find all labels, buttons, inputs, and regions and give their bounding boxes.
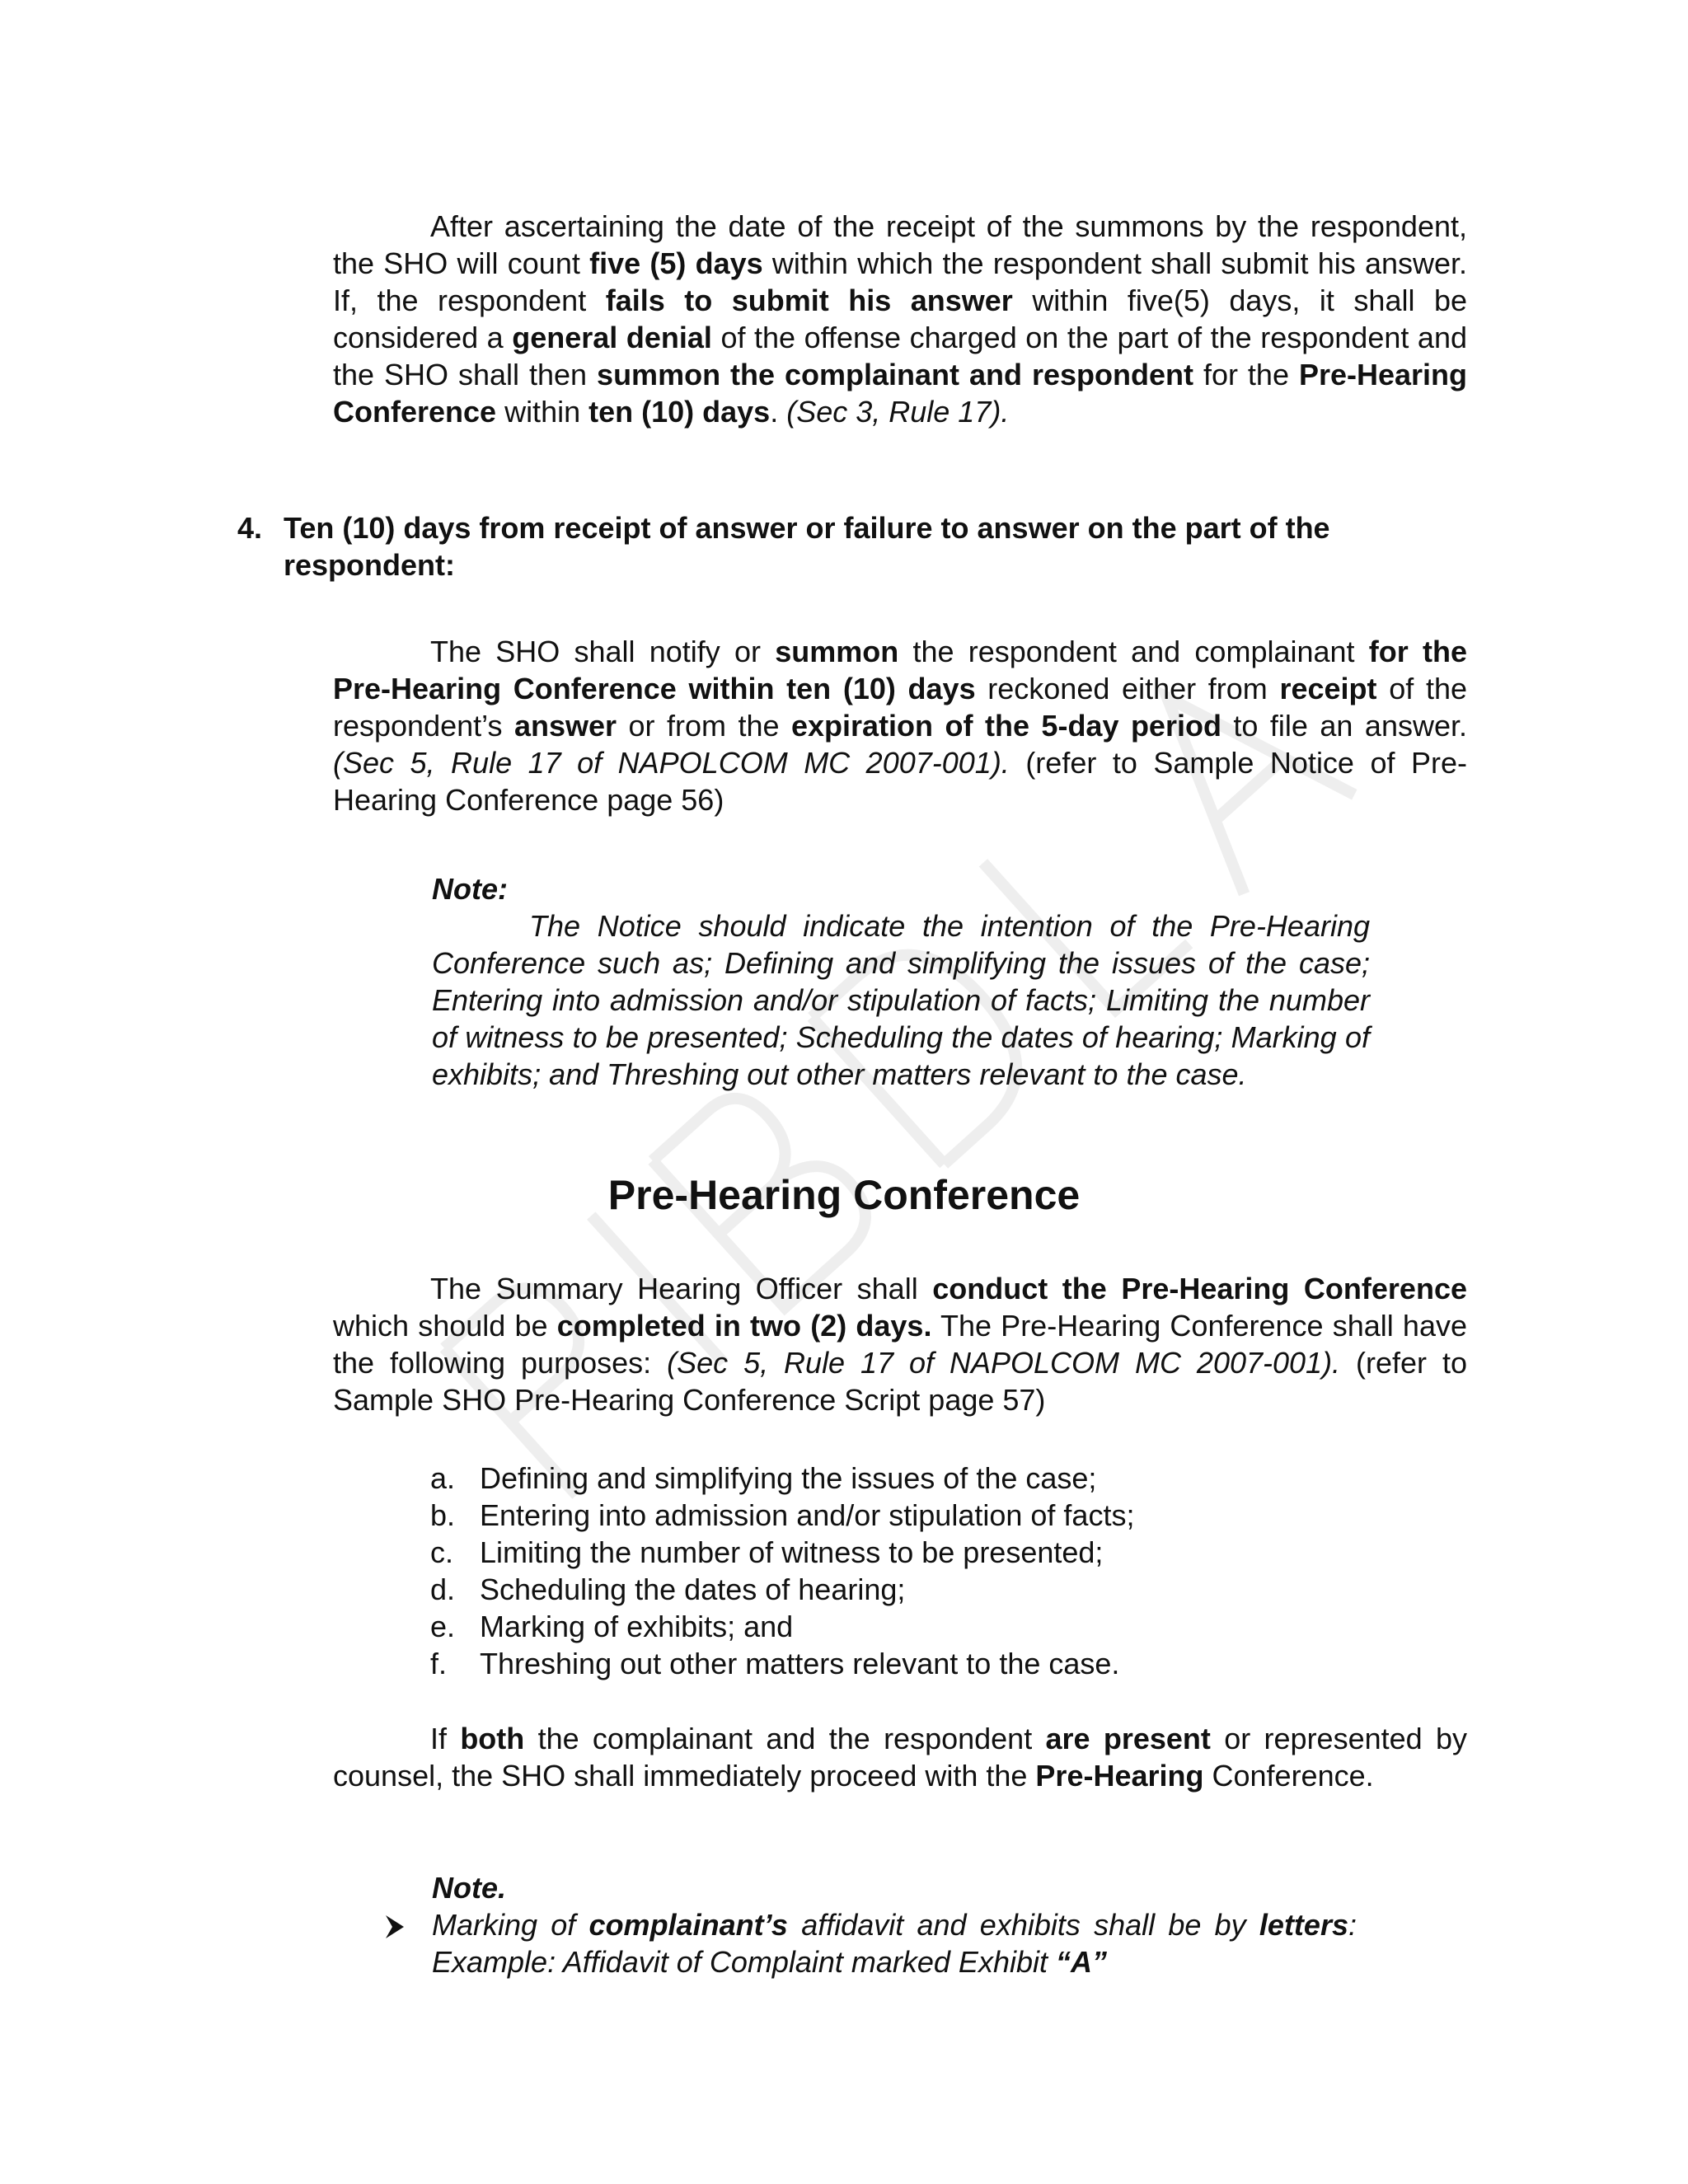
paragraph-conduct-conference — [333, 1270, 1467, 1418]
note-body: The Notice should indicate the intention of the Pre-Hearing Conference such as; Defining and simplifying the issues of the case; Entering into admission and/or stipulation of facts; Limiting the number of witness to be presented; Scheduling the dates of hearing; Marking of exhibits; and Threshing out other matters relevant to the case. — [432, 909, 1370, 1091]
bold-run: summon the complainant and respondent — [597, 358, 1193, 391]
bold-run: for the Pre-Hearing Conference within ten (10) days — [333, 635, 1467, 705]
list-text: Defining and simplifying the issues of the case; — [480, 1461, 1097, 1495]
list-item — [430, 1608, 1134, 1645]
bold-run: general denial — [512, 321, 712, 354]
list-item — [430, 1497, 1134, 1534]
text-run: (refer to Sample SHO Pre-Hearing Conference Script page 57) — [333, 1346, 1468, 1417]
text-run: : Example: Affidavit of Complaint marked Exhibit — [432, 1908, 1357, 1979]
text-run: After ascertaining the date of the receipt of the summons by the respondent, the SHO will count — [333, 209, 1467, 280]
numbered-heading-4 — [237, 509, 1467, 583]
text-run: within — [496, 395, 589, 429]
list-letter: d. — [430, 1572, 456, 1606]
text-run: of the respondent’s — [333, 672, 1467, 743]
bold-run: complainant’s — [588, 1908, 788, 1942]
text-run: which should be — [333, 1309, 557, 1343]
arrow-bullet-text — [432, 1906, 1357, 1980]
text-run: Conference. — [1203, 1759, 1374, 1793]
text-run: for the — [1193, 358, 1299, 391]
list-text: Threshing out other matters relevant to the case. — [480, 1647, 1120, 1680]
bold-run: completed in two (2) days. — [556, 1309, 932, 1343]
text-run: The Pre-Hearing Conference shall have the following purposes: — [333, 1309, 1467, 1380]
bold-run: expiration of the 5-day period — [791, 709, 1221, 743]
arrow-bullet-icon — [384, 1906, 407, 1943]
text-run: within which the respondent shall submit his answer. If, the respondent — [333, 246, 1468, 317]
text-run: The SHO shall notify or — [430, 635, 776, 668]
bold-run: summon — [775, 635, 899, 668]
list-text: Entering into admission and/or stipulation of facts; — [480, 1498, 1135, 1532]
list-item — [430, 1534, 1134, 1571]
heading-number: 4. — [237, 511, 263, 545]
text-run: or represented by counsel, the SHO shall immediately proceed with the — [333, 1722, 1467, 1793]
citation-run: (Sec 3, Rule 17). — [786, 395, 1010, 429]
note-title: Note: — [432, 872, 508, 906]
bold-run: both — [460, 1722, 525, 1755]
bold-run: letters — [1259, 1908, 1348, 1942]
list-item — [430, 1645, 1134, 1682]
list-item — [430, 1460, 1134, 1497]
text-run: of the offense charged on the part of the respondent and the SHO shall then — [333, 321, 1467, 391]
bold-run: ten (10) days — [588, 395, 771, 429]
heading-text: Ten (10) days from receipt of answer or failure to answer on the part of the respondent: — [284, 511, 1330, 582]
list-text: Scheduling the dates of hearing; — [480, 1572, 906, 1606]
bold-run: fails to submit his answer — [605, 284, 1013, 317]
purposes-list — [430, 1460, 1134, 1682]
note-title: Note. — [432, 1871, 506, 1905]
paragraph-summons-answer — [333, 208, 1467, 430]
bold-run: five (5) days — [589, 246, 763, 280]
list-letter: c. — [430, 1535, 454, 1569]
text-run: to file an answer. — [1221, 709, 1467, 743]
list-letter: a. — [430, 1461, 456, 1495]
paragraph-both-present — [333, 1720, 1467, 1794]
arrow-bullet-item — [384, 1906, 1357, 1980]
text-run: Marking of — [432, 1908, 589, 1942]
list-letter: e. — [430, 1610, 456, 1643]
list-text: Limiting the number of witness to be presented; — [480, 1535, 1104, 1569]
text-run: within five(5) days, it shall be considered a — [333, 284, 1468, 354]
bold-run: receipt — [1279, 672, 1377, 705]
text-run: the respondent and complainant — [898, 635, 1369, 668]
text-run: affidavit and exhibits shall be by — [787, 1908, 1259, 1942]
list-letter: b. — [430, 1498, 456, 1532]
text-run: reckoned either from — [975, 672, 1280, 705]
bold-run: “A” — [1055, 1945, 1107, 1979]
bold-run: answer — [513, 709, 617, 743]
text-run: (refer to Sample Notice of Pre-Hearing Conference page 56) — [333, 746, 1467, 817]
text-run: If — [430, 1722, 461, 1755]
list-letter: f. — [430, 1647, 448, 1680]
section-title: Pre-Hearing Conference — [607, 1172, 1081, 1218]
bold-run: Pre-Hearing Conference — [333, 358, 1468, 429]
bold-run: conduct the Pre-Hearing Conference — [932, 1272, 1467, 1305]
bold-run: Pre-Hearing — [1035, 1759, 1204, 1793]
bold-run: are present — [1045, 1722, 1211, 1755]
list-item — [430, 1571, 1134, 1608]
text-run: . — [770, 395, 787, 429]
citation-run: (Sec 5, Rule 17 of NAPOLCOM MC 2007-001). — [667, 1346, 1341, 1380]
citation-run: (Sec 5, Rule 17 of NAPOLCOM MC 2007-001). — [333, 746, 1010, 780]
list-text: Marking of exhibits; and — [480, 1610, 794, 1643]
text-run: the complainant and the respondent — [524, 1722, 1046, 1755]
paragraph-notify-summon — [333, 633, 1467, 818]
text-run: or from the — [617, 709, 791, 743]
text-run: The Summary Hearing Officer shall — [430, 1272, 933, 1305]
